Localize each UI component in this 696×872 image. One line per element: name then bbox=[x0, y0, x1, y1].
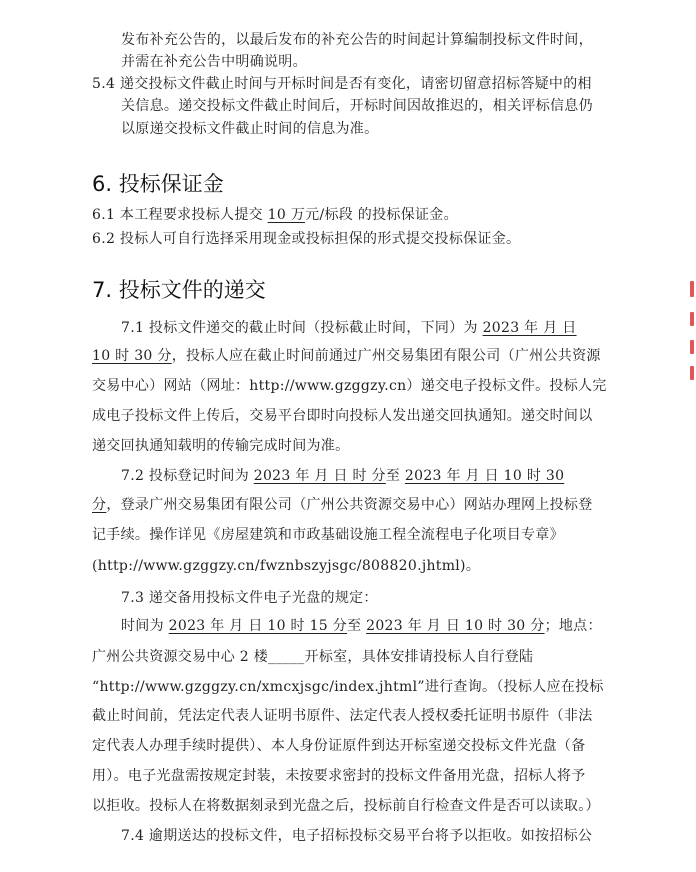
underlined-value: 2023 年 月 日 10 时 15 分 bbox=[168, 618, 348, 634]
text-line: 定代表人办理手续时提供）、本人身份证原件到达开标室递交投标文件光盘（备 bbox=[92, 738, 586, 754]
text-line: 并需在补充公告中明确说明。 bbox=[121, 54, 307, 70]
text-span: ，登录广州交易集团有限公司（广州公共资源交易中心）网站办理网上投标登 bbox=[106, 497, 593, 513]
text-span: 时间为 bbox=[121, 618, 169, 634]
section-heading-6: 6. 投标保证金 bbox=[92, 172, 224, 196]
red-stamp-edge bbox=[690, 312, 694, 326]
underlined-value: 10 时 30 分 bbox=[92, 348, 172, 364]
red-stamp-edge bbox=[690, 281, 694, 297]
text-line bbox=[92, 205, 458, 225]
text-line: 以拒收。投标人在将数据刻录到光盘之后，投标前自行检查文件是否可以读取。） bbox=[92, 798, 600, 814]
text-span: 广州公共资源交易中心 2 楼 bbox=[92, 649, 269, 665]
text-line: 7.3 递交备用投标文件电子光盘的规定： bbox=[121, 590, 378, 606]
underlined-value: 分 bbox=[92, 497, 107, 513]
text-span: 至 bbox=[347, 618, 367, 634]
text-span: ，投标人应在截止时间前通过广州交易集团有限公司（广州公共资源 bbox=[171, 348, 601, 364]
text-span: ；地点： bbox=[544, 618, 602, 634]
text-line: 记手续。操作详见《房屋建筑和市政基础设施工程全流程电子化项目专章》 bbox=[92, 527, 564, 543]
text-line: 发布补充公告的，以最后发布的补充公告的时间起计算编制投标文件时间， bbox=[121, 32, 593, 48]
blank-field: _____ bbox=[268, 649, 305, 665]
text-line bbox=[121, 616, 602, 636]
text-line: 以原递交投标文件截止时间的信息为准。 bbox=[121, 121, 379, 137]
text-line: 交易中心）网站（网址：http://www.gzggzy.cn）递交电子投标文件。投标人完 bbox=[92, 378, 607, 394]
underlined-value: 2023 年 月 日 时 分 bbox=[253, 468, 386, 484]
text-line: 7.4 逾期送达的投标文件，电子招标投标交易平台将予以拒收。如按招标公 bbox=[121, 828, 593, 844]
text-span: 6.1 本工程要求投标人提交 bbox=[92, 207, 268, 223]
text-span: 7.1 投标文件递交的截止时间（投标截止时间，下同）为 bbox=[121, 320, 483, 336]
underlined-value: 2023 年 月 日 10 时 30 分 bbox=[366, 618, 545, 634]
text-line bbox=[92, 647, 533, 667]
text-line: “http://www.gzggzy.cn/xmcxjsgc/index.jhtml”进行查询。（投标人应在投标 bbox=[92, 679, 604, 695]
underlined-value: 2023 年 月 日 10 时 30 bbox=[404, 468, 565, 484]
text-line bbox=[92, 495, 593, 515]
text-line: 5.4 递交投标文件截止时间与开标时间是否有变化，请密切留意招标答疑中的相 bbox=[92, 76, 592, 92]
text-line bbox=[121, 466, 564, 486]
underlined-value: 2023 年 月 日 bbox=[482, 320, 577, 336]
text-line: 截止时间前，凭法定代表人证明书原件、法定代表人授权委托证明书原件（非法 bbox=[92, 708, 593, 724]
text-line bbox=[92, 346, 601, 366]
text-span: 开标室，具体安排请投标人自行登陆 bbox=[304, 649, 534, 665]
text-line: 关信息。递交投标文件截止时间后，开标时间因故推迟的，相关评标信息仍 bbox=[121, 98, 593, 114]
text-line: 成电子投标文件上传后，交易平台即时向投标人发出递交回执通知。递交时间以 bbox=[92, 408, 593, 424]
text-line bbox=[121, 318, 577, 338]
red-stamp-edge bbox=[690, 340, 694, 354]
red-stamp-edge bbox=[690, 366, 694, 380]
text-line: 6.2 投标人可自行选择采用现金或投标担保的形式提交投标保证金。 bbox=[92, 231, 521, 247]
text-span: 7.2 投标登记时间为 bbox=[121, 468, 254, 484]
underlined-value: 10 万 bbox=[267, 207, 306, 223]
text-line: 用）。电子光盘需按规定封装，未按要求密封的投标文件备用光盘，招标人将予 bbox=[92, 768, 586, 784]
section-heading-7: 7. 投标文件的递交 bbox=[92, 278, 266, 302]
text-span: 至 bbox=[385, 468, 405, 484]
text-line: 递交回执通知载明的传输完成时间为准。 bbox=[92, 438, 350, 454]
text-line: (http://www.gzggzy.cn/fwznbszyjsgc/808820.jhtml)。 bbox=[92, 558, 481, 574]
text-span: 元/标段 的投标保证金。 bbox=[305, 207, 458, 223]
